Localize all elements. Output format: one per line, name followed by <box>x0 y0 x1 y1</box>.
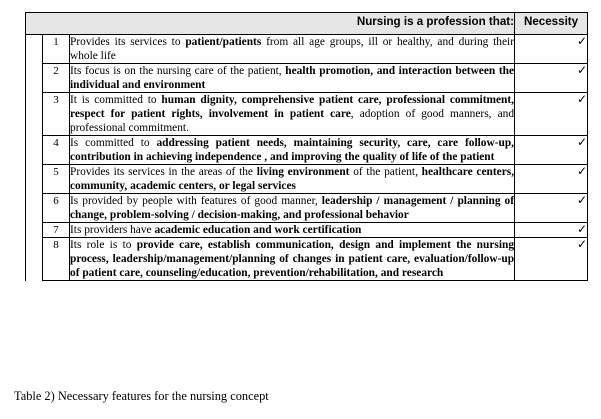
bold-text: human dignity, comprehensive patient care, professional commitment, respect for patient rights, involvement in patient care <box>70 94 515 120</box>
plain-text: Is provided by people with features of good manner, <box>70 195 322 207</box>
row-number: 8 <box>43 238 70 281</box>
header-profession: Nursing is a profession that: <box>26 13 515 35</box>
row-margin <box>26 64 43 93</box>
plain-text: It is committed to <box>70 94 162 106</box>
plain-text: , adoption of good manners, and professional commitment. <box>70 108 515 134</box>
plain-text: Its providers have <box>70 224 155 236</box>
nursing-features-table <box>25 12 588 281</box>
table-row <box>26 93 588 136</box>
checkmark-icon: ✓ <box>515 194 588 223</box>
bold-text: living environment <box>256 166 350 178</box>
row-margin <box>26 238 43 281</box>
row-description <box>70 165 515 194</box>
bold-text: health promotion, and interaction between the individual and environment <box>70 65 515 91</box>
table-row <box>26 223 588 238</box>
bold-text: leadership / management / planning of change, problem-solving / decision-making, and professional behavior <box>70 195 515 221</box>
row-description <box>70 35 515 64</box>
checkmark-icon: ✓ <box>515 64 588 93</box>
checkmark-icon: ✓ <box>515 93 588 136</box>
row-description <box>70 194 515 223</box>
row-description <box>70 136 515 165</box>
row-number: 4 <box>43 136 70 165</box>
table-body <box>26 35 588 281</box>
row-margin <box>26 93 43 136</box>
row-margin <box>26 223 43 238</box>
checkmark-icon: ✓ <box>515 35 588 64</box>
row-number: 3 <box>43 93 70 136</box>
header-necessity: Necessity <box>515 13 588 35</box>
bold-text: academic education and work certification <box>154 224 362 236</box>
table-caption: Table 2) Necessary features for the nursing concept <box>14 389 269 403</box>
row-margin <box>26 35 43 64</box>
table-row <box>26 238 588 281</box>
plain-text: Provides its services to <box>70 36 186 48</box>
row-description <box>70 238 515 281</box>
plain-text: Is committed to <box>70 137 157 149</box>
plain-text: Its focus is on the nursing care of the patient, <box>70 65 286 77</box>
row-number: 5 <box>43 165 70 194</box>
table-row <box>26 64 588 93</box>
checkmark-icon: ✓ <box>515 165 588 194</box>
row-margin <box>26 165 43 194</box>
row-number: 2 <box>43 64 70 93</box>
checkmark-icon: ✓ <box>515 223 588 238</box>
table-row <box>26 194 588 223</box>
plain-text: Its role is to <box>70 239 137 251</box>
checkmark-icon: ✓ <box>515 238 588 281</box>
row-description <box>70 64 515 93</box>
plain-text: Provides its services in the areas of the <box>70 166 257 178</box>
row-number: 1 <box>43 35 70 64</box>
plain-text: of the patient, <box>349 166 422 178</box>
table-row <box>26 165 588 194</box>
plain-text: from all age groups, ill or healthy, and during their whole life <box>70 36 515 62</box>
row-description <box>70 93 515 136</box>
row-number: 6 <box>43 194 70 223</box>
row-number: 7 <box>43 223 70 238</box>
table-row <box>26 136 588 165</box>
bold-text: patient/patients <box>185 36 262 48</box>
checkmark-icon: ✓ <box>515 136 588 165</box>
table-header-row <box>26 13 588 35</box>
table-row <box>26 35 588 64</box>
row-margin <box>26 136 43 165</box>
row-margin <box>26 194 43 223</box>
bold-text: addressing patient needs, maintaining security, care, care follow-up, contribution in achieving independence , and improving the quality of life of the patient <box>70 137 515 163</box>
bold-text: healthcare centers, community, academic centers, or legal services <box>70 166 515 192</box>
row-description <box>70 223 515 238</box>
bold-text: provide care, establish communication, design and implement the nursing process, leadership/management/planning of changes in patient care, evaluation/follow-up of patient care, counseling/education, prevention/rehabilitation, and research <box>70 239 515 279</box>
